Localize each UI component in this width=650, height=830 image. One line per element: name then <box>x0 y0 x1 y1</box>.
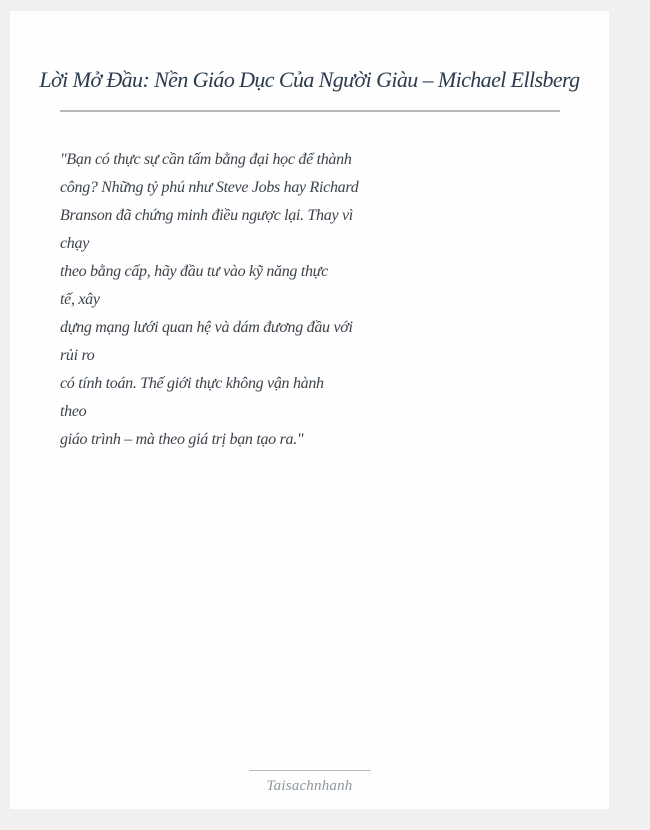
body-line: dựng mạng lưới quan hệ và dám đương đầu với <box>60 319 353 336</box>
body-line: rủi ro <box>60 347 95 364</box>
body-text <box>60 146 480 454</box>
body-line: theo <box>60 403 87 420</box>
page-footer <box>10 770 609 795</box>
body-line: chạy <box>60 235 90 252</box>
document-page <box>10 11 609 809</box>
body-line: công? Những tỷ phú như Steve Jobs hay Richard <box>60 179 359 196</box>
footer-brand: Taisachnhanh <box>266 778 353 794</box>
body-line: tế, xây <box>60 291 100 308</box>
body-line: "Bạn có thực sự cần tấm bằng đại học để thành <box>60 151 352 168</box>
footer-divider <box>249 770 371 771</box>
title-divider <box>60 110 560 112</box>
page-title: Lời Mở Đầu: Nền Giáo Dục Của Người Giàu – Michael Ellsberg <box>39 67 580 92</box>
body-line: có tính toán. Thế giới thực không vận hành <box>60 375 324 392</box>
body-line: Branson đã chứng minh điều ngược lại. Thay vì <box>60 207 353 224</box>
body-line: giáo trình – mà theo giá trị bạn tạo ra." <box>60 431 304 448</box>
body-line: theo bằng cấp, hãy đầu tư vào kỹ năng thực <box>60 263 328 280</box>
